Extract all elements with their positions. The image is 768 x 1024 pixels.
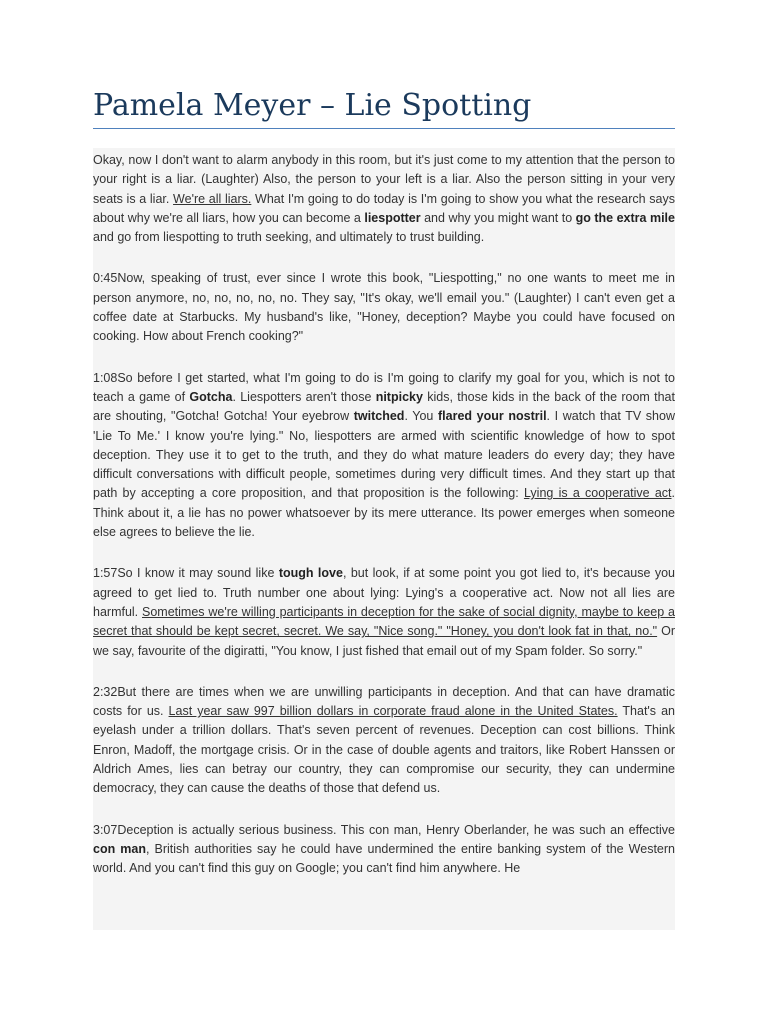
highlighted-quote: Lying is a cooperative act	[523, 486, 672, 501]
transcript-text: Now, speaking of trust, ever since I wrote this book, "Liespotting," no one wants to meet me in person anymore, no, no, no, no, no. They say, "It's okay, we'll email you." (Laughter) I can't even get a coffee date at Starbucks. My husband's like, "Honey, deception? Maybe you could have focused on cooking. How about French cooking?"	[93, 271, 675, 344]
transcript-paragraph	[93, 369, 675, 543]
transcript-text: . Think about it, a lie has no power whatsoever by its mere utterance. Its power emerges when someone else agrees to believe the lie.	[93, 486, 675, 540]
transcript-text: So before I get started, what I'm going to do is I'm going to clarify my goal for you, which is not to teach a game of	[93, 370, 675, 404]
transcript-text: kids, those kids in the back of the room that are shouting, "Gotcha! Gotcha! Your eyebrow	[93, 389, 675, 424]
transcript-panel	[93, 148, 675, 930]
keyword-bold: nitpicky	[375, 389, 423, 404]
transcript-paragraph	[93, 151, 675, 247]
highlighted-quote: Sometimes we're willing participants in deception for the sake of social dignity, maybe to keep a secret that should be kept secret, secret. We say, "Nice song." "Honey, you don't look fat in that, no."	[93, 604, 675, 639]
keyword-bold: tough love	[278, 566, 343, 581]
timestamp: 1:08	[93, 370, 118, 385]
timestamp: 1:57	[93, 566, 118, 581]
keyword-bold: go the extra mile	[575, 210, 675, 225]
keyword-bold: twitched	[353, 409, 405, 424]
transcript-text: Deception is actually serious business. This con man, Henry Oberlander, he was such an effective	[117, 822, 675, 837]
highlighted-quote: Last year saw 997 billion dollars in corporate fraud alone in the United States.	[168, 704, 618, 719]
page-title: Pamela Meyer – Lie Spotting	[93, 88, 532, 123]
transcript-text: . You	[404, 409, 438, 424]
transcript-text: That's an eyelash under a trillion dollars. That's seven percent of revenues. Deception can cost billions. Think Enron, Madoff, the mortgage crisis. Or in the case of double agents and traitors, like Robert Hanssen or Aldrich Ames, lies can betray our country, they can compromise our security, they can undermine democracy, they can cause the deaths of those that defend us.	[93, 704, 675, 796]
transcript-paragraph	[93, 269, 675, 346]
transcript-paragraph	[93, 821, 675, 879]
keyword-bold: liespotter	[364, 210, 421, 225]
title-divider	[93, 128, 675, 129]
transcript-text: and why you might want to	[420, 210, 576, 225]
timestamp: 3:07	[93, 822, 118, 837]
timestamp: 0:45	[93, 271, 118, 286]
transcript-text: So I know it may sound like	[117, 566, 279, 581]
timestamp: 2:32	[93, 684, 118, 699]
transcript-text: But there are times when we are unwilling participants in deception. And that can have dramatic costs for us.	[93, 684, 675, 719]
keyword-bold: con man	[93, 841, 146, 856]
keyword-bold: flared your nostril	[438, 409, 547, 424]
transcript-text: Or we say, favourite of the digiratti, "You know, I just fished that email out of my Spam folder. So sorry."	[93, 624, 675, 658]
transcript-text: . Liespotters aren't those	[232, 389, 376, 404]
transcript-text: Okay, now I don't want to alarm anybody in this room, but it's just come to my attention that the person to your right is a liar. (Laughter) Also, the person to your left is a liar. Also the person sitting in your very seats is a liar.	[93, 153, 675, 206]
keyword-bold: Gotcha	[189, 389, 233, 404]
transcript-text: What I'm going to do today is I'm going to show you what the research says about why we're all liars, how you can become a	[93, 191, 675, 225]
transcript-text: , British authorities say he could have undermined the entire banking system of the Western world. And you can't find this guy on Google; you can't find him anywhere. He	[93, 841, 675, 876]
transcript-text: , but look, if at some point you got lied to, it's because you agreed to get lied to. Truth number one about lying: Lying's a cooperative act. Now not all lies are harmful.	[93, 566, 675, 619]
transcript-paragraph	[93, 683, 675, 799]
transcript-text: . I watch that TV show 'Lie To Me.' I know you're lying." No, liespotters are armed with scientific knowledge of how to spot deception. They use it to get to the truth, and they do what mature leaders do every day; they have difficult conversations with difficult people, sometimes during very difficult times. And they start up that path by accepting a core proposition, and that proposition is the following:	[93, 409, 675, 501]
highlighted-quote: We're all liars.	[173, 191, 252, 206]
transcript-text: and go from liespotting to truth seeking, and ultimately to trust building.	[93, 230, 485, 245]
transcript-paragraph	[93, 564, 675, 660]
